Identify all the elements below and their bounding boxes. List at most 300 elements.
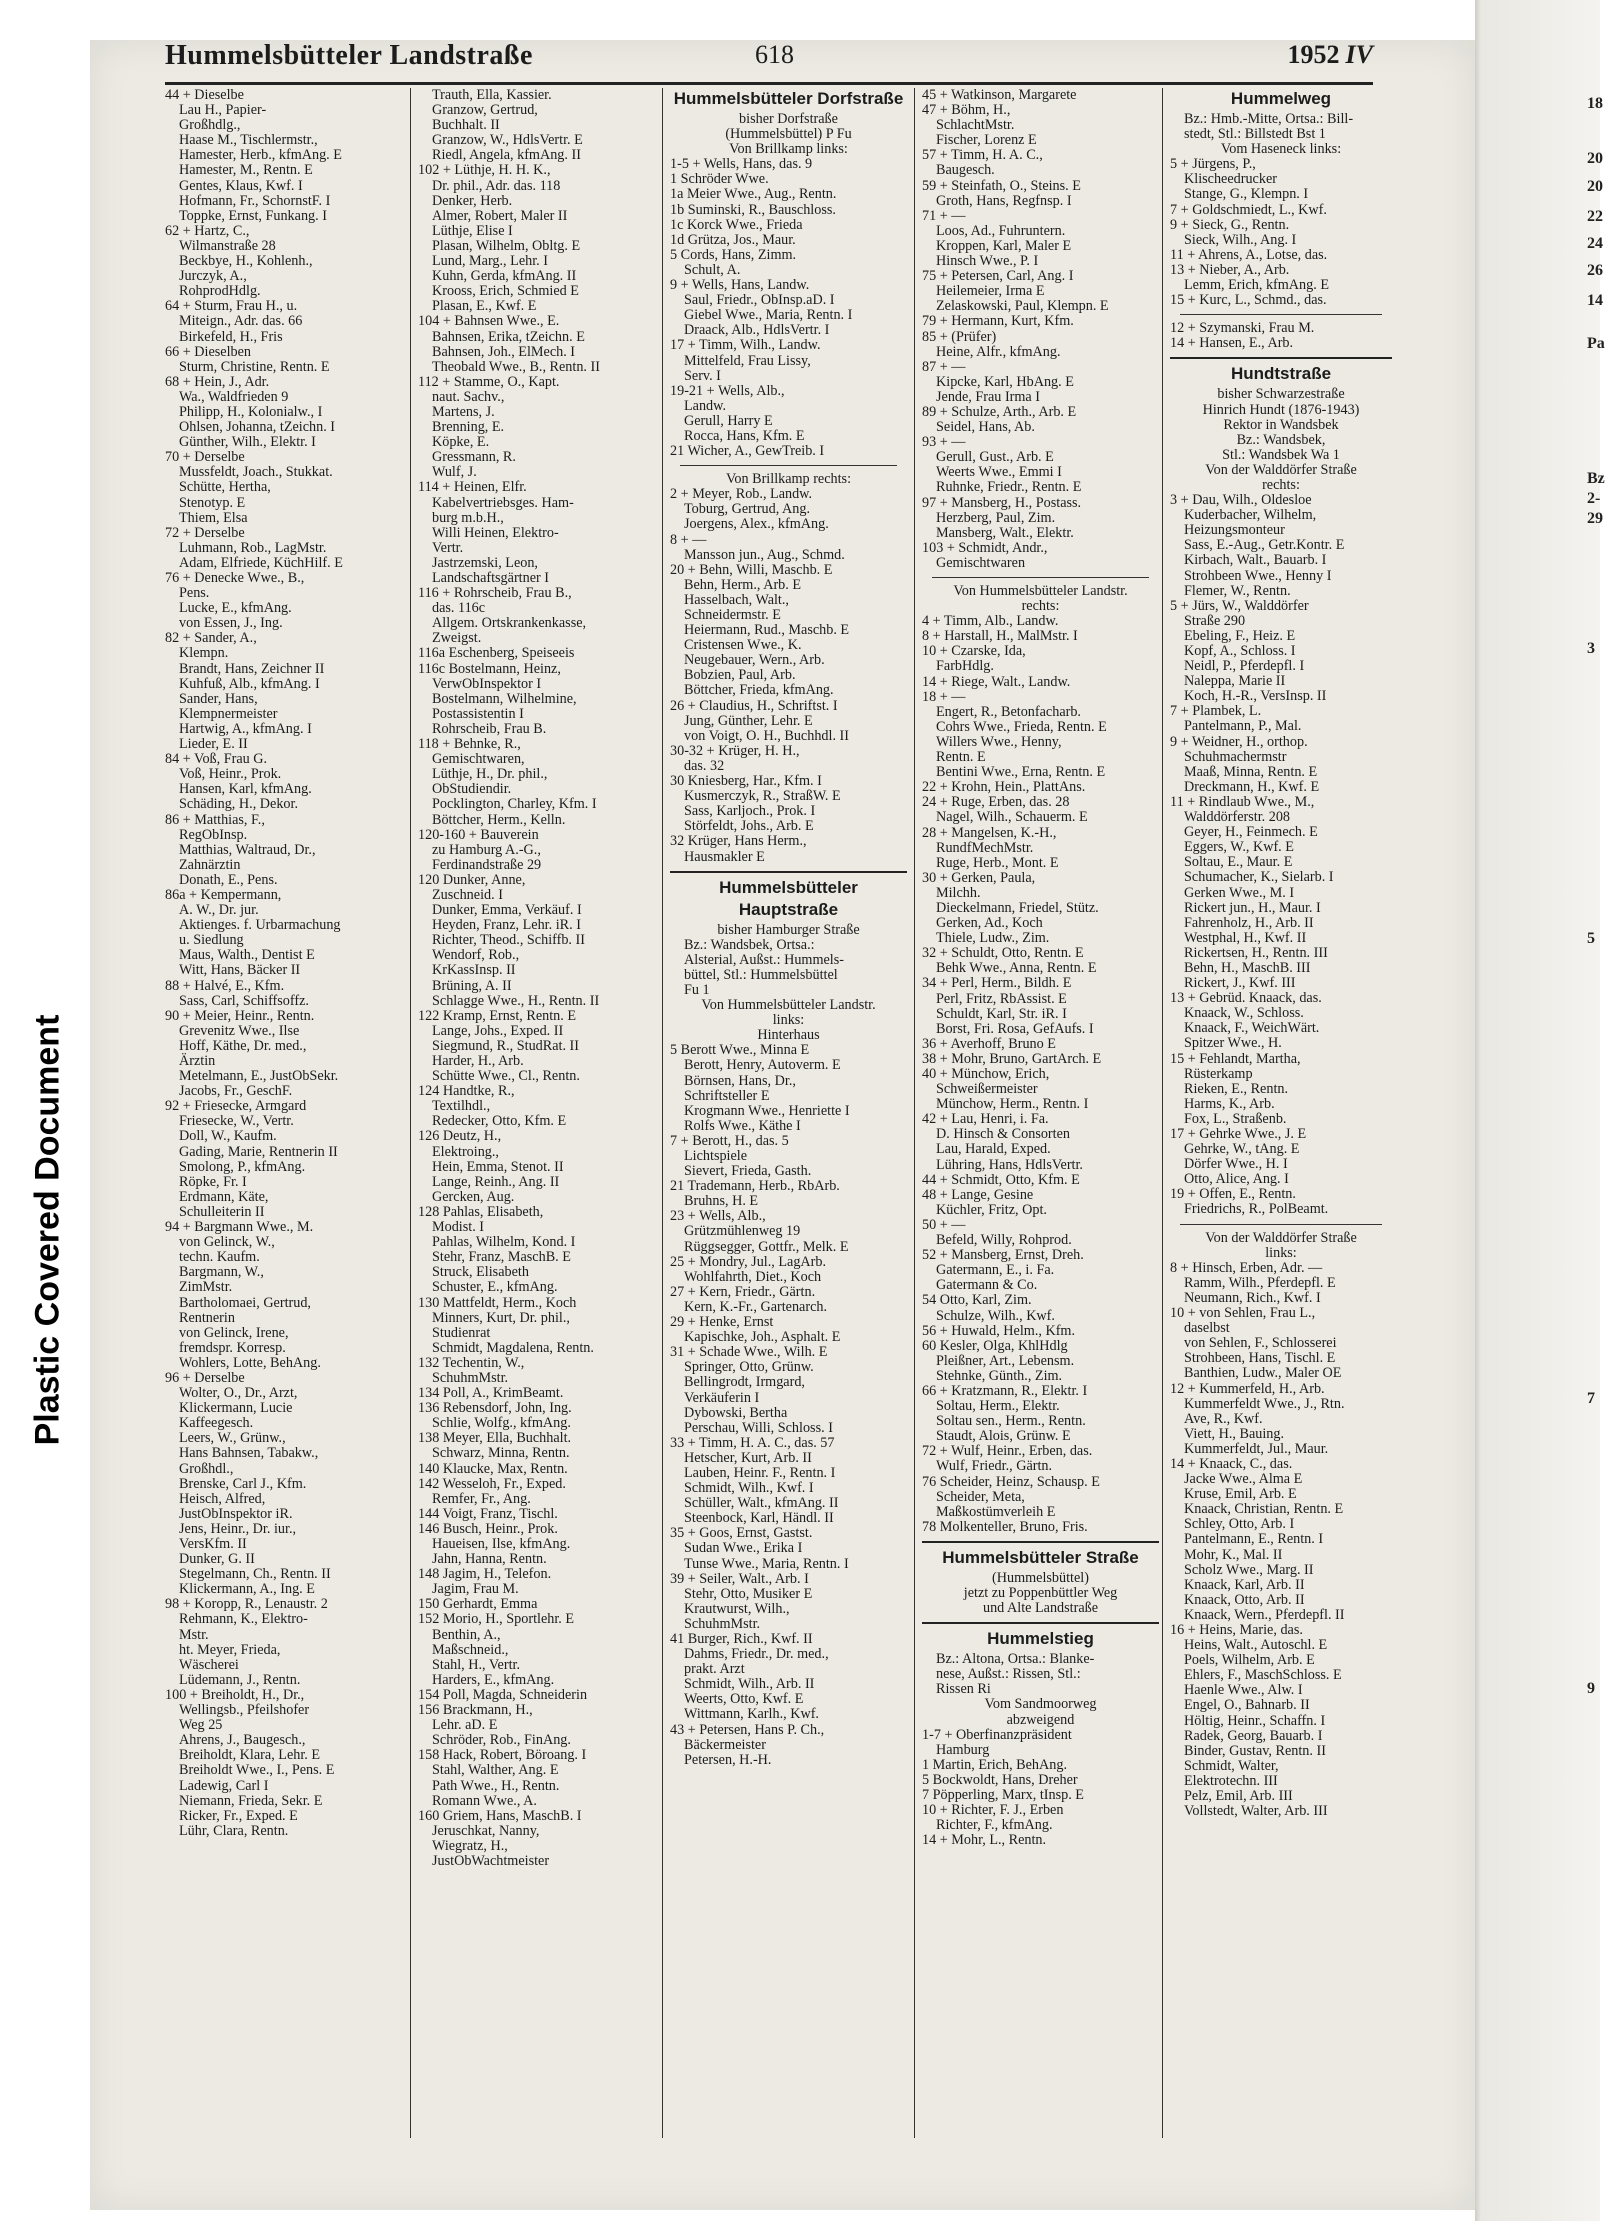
- resident-entry: daselbst: [1184, 1320, 1230, 1337]
- resident-entry: Ladewig, Carl I: [179, 1777, 269, 1794]
- house-entry: 2 + Meyer, Rob., Landw.: [670, 486, 813, 503]
- left-margin: [0, 0, 90, 2221]
- house-entry: 13 + Gebrüd. Knaack, das.: [1170, 990, 1322, 1007]
- resident-entry: Vollstedt, Walter, Arb. III: [1184, 1803, 1328, 1820]
- resident-entry: Romann Wwe., A.: [432, 1792, 537, 1809]
- resident-entry: Jacke Wwe., Alma E: [1184, 1471, 1303, 1488]
- column-divider: [410, 88, 411, 2138]
- resident-entry: Schweißermeister: [936, 1081, 1038, 1098]
- house-entry: 146 Busch, Heinr., Prok.: [418, 1520, 558, 1537]
- resident-entry: Donath, E., Pens.: [179, 871, 278, 888]
- resident-entry: Bahnsen, Erika, tZeichn. E: [432, 328, 585, 345]
- house-entry: 50 + —: [922, 1216, 966, 1233]
- resident-entry: Rüggsegger, Gottfr., Melk. E: [684, 1238, 849, 1255]
- house-entry: 16 + Heins, Marie, das.: [1170, 1622, 1303, 1638]
- street-heading: Hummelstieg: [922, 1622, 1159, 1650]
- house-entry: 47 + Böhm, H.,: [922, 102, 1011, 119]
- resident-entry: Voß, Heinr., Prok.: [179, 766, 282, 783]
- resident-entry: Thiele, Ludw., Zim.: [936, 930, 1050, 947]
- column-divider: [1162, 88, 1163, 2138]
- resident-entry: Behn, Herm., Arb. E: [684, 576, 802, 593]
- resident-entry: Gatermann & Co.: [936, 1277, 1038, 1294]
- resident-entry: Günther, Wilh., Elektr. I: [179, 434, 316, 451]
- house-entry: 32 + Schuldt, Otto, Rentn. E: [922, 945, 1084, 962]
- resident-entry: Großhdlg.,: [179, 117, 241, 134]
- resident-entry: Ruhnke, Friedr., Rentn. E: [936, 479, 1082, 496]
- resident-entry: Landschaftsgärtner I: [432, 570, 549, 586]
- resident-entry: A. W., Dr. jur.: [179, 902, 259, 919]
- resident-entry: Ricker, Fr., Exped. E: [179, 1807, 298, 1824]
- resident-entry: Berott, Henry, Autoverm. E: [684, 1057, 841, 1074]
- edge-fragment: 26: [1587, 262, 1603, 279]
- resident-entry: Geyer, H., Feinmech. E: [1184, 824, 1318, 841]
- house-entry: 1 Schröder Wwe.: [670, 171, 769, 188]
- street-note: bisher Hamburger Straße: [717, 921, 860, 938]
- resident-entry: Sass, Carl, Schiffsoffz.: [179, 992, 309, 1009]
- house-entry: 56 + Huwald, Helm., Kfm.: [922, 1322, 1076, 1339]
- resident-entry: Kruse, Emil, Arb. E: [1184, 1486, 1297, 1503]
- resident-entry: Martens, J.: [432, 403, 495, 420]
- resident-entry: Wulf, Friedr., Gärtn.: [936, 1458, 1053, 1475]
- resident-entry: SchlachtMstr.: [936, 117, 1015, 134]
- header-page-number: 618: [755, 40, 794, 69]
- resident-entry: Metelmann, E., JustObSekr.: [179, 1068, 339, 1085]
- house-entry: 103 + Schmidt, Andr.,: [922, 539, 1048, 556]
- resident-entry: Witt, Hans, Bäcker II: [179, 962, 301, 979]
- resident-entry: Elektrotechn. III: [1184, 1772, 1278, 1789]
- resident-entry: Strohbeen, Hans, Tischl. E: [1184, 1350, 1336, 1367]
- house-entry: 15 + Fehlandt, Martha,: [1170, 1050, 1301, 1067]
- resident-entry: Staudt, Alois, Grünw. E: [936, 1428, 1071, 1445]
- resident-entry: Birkefeld, H., Fris: [179, 328, 283, 345]
- resident-entry: JustObWachtmeister: [432, 1852, 550, 1869]
- resident-entry: Brandt, Hans, Zeichner II: [179, 660, 325, 677]
- resident-entry: Mohr, K., Mal. II: [1184, 1546, 1283, 1563]
- resident-entry: Textilhdl.,: [432, 1098, 491, 1115]
- resident-entry: Kroppen, Karl, Maler E: [936, 237, 1072, 254]
- house-entry: 48 + Lange, Gesine: [922, 1186, 1034, 1203]
- resident-entry: Pleißner, Art., Lebensm.: [936, 1352, 1075, 1369]
- resident-entry: Willi Heinen, Elektro-: [432, 524, 559, 541]
- resident-entry: Haenle Wwe., Alw. I: [1184, 1682, 1303, 1699]
- resident-entry: Röpke, Fr. I: [179, 1173, 247, 1190]
- house-entry: 39 + Seiler, Walt., Arb. I: [670, 1570, 809, 1587]
- resident-entry: Granzow, W., HdlsVertr. E: [432, 132, 583, 149]
- resident-entry: Zuschneid. I: [432, 886, 503, 903]
- resident-entry: Smolong, P., kfmAng.: [179, 1158, 306, 1175]
- resident-entry: Breiholdt Wwe., I., Pens. E: [179, 1762, 335, 1779]
- resident-entry: Ebeling, F., Heiz. E: [1184, 627, 1296, 644]
- resident-entry: von Gelinck, Irene,: [179, 1324, 289, 1341]
- street-note: und Alte Landstraße: [982, 1600, 1099, 1617]
- resident-entry: Gerken, Ad., Koch: [936, 915, 1043, 932]
- resident-entry: Lühr, Clara, Rentn.: [179, 1822, 289, 1839]
- house-entry: 10 + Czarske, Ida,: [922, 643, 1026, 660]
- resident-entry: Path Wwe., H., Rentn.: [432, 1777, 560, 1794]
- resident-entry: Wäscherei: [179, 1656, 239, 1673]
- house-entry: 11 + Rindlaub Wwe., M.,: [1170, 793, 1315, 810]
- resident-entry: Sievert, Frieda, Gasth.: [684, 1163, 812, 1180]
- resident-entry: Pantelmann, E., Rentn. I: [1184, 1531, 1324, 1548]
- resident-entry: SchuhmMstr.: [684, 1615, 761, 1632]
- resident-entry: Dahms, Friedr., Dr. med.,: [684, 1646, 829, 1663]
- resident-entry: Stange, G., Klempn. I: [1184, 186, 1309, 203]
- column-5: [1170, 88, 1392, 2168]
- resident-entry: Redecker, Otto, Kfm. E: [432, 1113, 567, 1130]
- resident-entry: Hansen, Karl, kfmAng.: [179, 781, 312, 798]
- resident-entry: Pocklington, Charley, Kfm. I: [432, 796, 597, 813]
- house-entry: 72 + Wulf, Heinr., Erben, das.: [922, 1443, 1093, 1460]
- house-entry: 44 + Schmidt, Otto, Kfm. E: [922, 1171, 1080, 1188]
- resident-entry: Richter, F., kfmAng.: [936, 1817, 1053, 1834]
- resident-entry: Maus, Walth., Dentist E: [179, 947, 315, 964]
- resident-entry: Gemischtwaren,: [432, 751, 525, 768]
- resident-entry: Gressmann, R.: [432, 449, 516, 466]
- resident-entry: Lühring, Hans, HdlsVertr.: [936, 1156, 1083, 1173]
- section-rule: [932, 577, 1149, 578]
- resident-entry: Münchow, Herm., Rentn. I: [936, 1096, 1089, 1113]
- resident-entry: Baugesch.: [936, 162, 995, 179]
- resident-entry: Bargmann, W.,: [179, 1264, 264, 1281]
- resident-entry: Ramm, Wilh., Pferdepfl. E: [1184, 1274, 1336, 1291]
- house-entry: 160 Griem, Hans, MaschB. I: [418, 1807, 582, 1824]
- resident-entry: Höltig, Heinr., Schaffn. I: [1184, 1712, 1326, 1729]
- resident-entry: Almer, Robert, Maler II: [432, 207, 568, 224]
- resident-entry: Weerts Wwe., Emmi I: [936, 464, 1062, 481]
- edge-fragment: 2-: [1587, 490, 1601, 507]
- house-entry: 17 + Timm, Wilh., Landw.: [670, 337, 821, 354]
- resident-entry: Schüller, Walt., kfmAng. II: [684, 1495, 839, 1512]
- resident-entry: Seidel, Hans, Ab.: [936, 419, 1035, 436]
- resident-entry: Maßschneid.,: [432, 1641, 509, 1658]
- house-entry: 66 + Dieselben: [165, 343, 252, 360]
- house-entry: 24 + Ruge, Erben, das. 28: [922, 794, 1070, 811]
- resident-entry: büttel, Stl.: Hummelsbüttel: [684, 966, 838, 983]
- resident-entry: Schneidermstr. E: [684, 607, 781, 623]
- resident-entry: Ferdinandstraße 29: [432, 856, 542, 873]
- resident-entry: Dreckmann, H., Kwf. E: [1184, 778, 1320, 795]
- resident-entry: Jens, Heinr., Dr. iur.,: [179, 1520, 297, 1537]
- resident-entry: Maaß, Minna, Rentn. E: [1184, 763, 1318, 780]
- house-entry: 120-160 + Bauverein: [418, 826, 539, 843]
- next-page-edge: [1475, 0, 1605, 2221]
- resident-entry: Stehnke, Günth., Zim.: [936, 1367, 1063, 1384]
- resident-entry: Remfer, Fr., Ang.: [432, 1490, 531, 1507]
- column-divider: [914, 88, 915, 2138]
- house-entry: 13 + Nieber, A., Arb.: [1170, 261, 1290, 278]
- header-street: Hummelsbütteler Landstraße: [165, 40, 533, 71]
- resident-entry: Siegmund, R., StudRat. II: [432, 1037, 580, 1054]
- resident-entry: Lichtspiele: [684, 1148, 748, 1164]
- resident-entry: FarbHdlg.: [936, 658, 994, 675]
- house-entry: 26 + Claudius, H., Schriftst. I: [670, 697, 838, 714]
- resident-entry: Plasan, Wilhelm, Obltg. E: [432, 237, 581, 254]
- house-entry: 27 + Kern, Friedr., Gärtn.: [670, 1283, 816, 1300]
- resident-entry: Grützmühlenweg 19: [684, 1223, 801, 1240]
- house-entry: 3 + Dau, Wilh., Oldesloe: [1170, 492, 1312, 509]
- resident-entry: Brenning, E.: [432, 419, 505, 436]
- resident-entry: RegObInsp.: [179, 826, 248, 843]
- resident-entry: zu Hamburg A.-G.,: [432, 841, 541, 858]
- resident-entry: Schley, Otto, Arb. I: [1184, 1516, 1295, 1533]
- resident-entry: Neugebauer, Wern., Arb.: [684, 652, 825, 669]
- resident-entry: Giebel Wwe., Maria, Rentn. I: [684, 307, 853, 324]
- resident-entry: Knaack, Wern., Pferdepfl. II: [1184, 1606, 1345, 1623]
- resident-entry: Sass, Karljoch., Prok. I: [684, 803, 816, 820]
- resident-entry: Toburg, Gertrud, Ang.: [684, 501, 811, 518]
- resident-entry: Harms, K., Arb.: [1184, 1095, 1275, 1112]
- resident-entry: Modist. I: [432, 1219, 485, 1236]
- resident-entry: Klempn.: [179, 645, 229, 662]
- resident-entry: Philipp, H., Kolonialw., I: [179, 403, 323, 420]
- resident-entry: Benthin, A.,: [432, 1626, 501, 1643]
- house-entry: 134 Poll, A., KrimBeamt.: [418, 1385, 564, 1402]
- house-entry: 7 + Goldschmiedt, L., Kwf.: [1170, 201, 1327, 218]
- resident-entry: Lüdemann, J., Rentn.: [179, 1671, 301, 1688]
- resident-entry: Eggers, W., Kwf. E: [1184, 839, 1294, 856]
- resident-entry: Schuldt, Karl, Str. iR. I: [936, 1005, 1067, 1022]
- column-1: [165, 88, 402, 2168]
- column-2: [418, 88, 655, 2168]
- resident-entry: Strohbeen Wwe., Henny I: [1184, 567, 1332, 584]
- house-entry: 30-32 + Krüger, H. H.,: [670, 742, 800, 759]
- resident-entry: Soltau, E., Maur. E: [1184, 854, 1293, 871]
- resident-entry: Lieder, E. II: [179, 736, 248, 753]
- resident-entry: von Essen, J., Ing.: [179, 615, 283, 632]
- resident-entry: Zelaskowski, Paul, Klempn. E: [936, 298, 1109, 315]
- resident-entry: Heiermann, Rud., Maschb. E: [684, 622, 850, 639]
- house-entry: 31 + Schade Wwe., Wilh. E: [670, 1344, 828, 1361]
- resident-entry: Behn, H., MaschB. III: [1184, 959, 1311, 976]
- house-entry: 41 Burger, Rich., Kwf. II: [670, 1631, 813, 1647]
- resident-entry: Schütte Wwe., Cl., Rentn.: [432, 1068, 580, 1085]
- resident-entry: Befeld, Willy, Rohprod.: [936, 1232, 1072, 1249]
- resident-entry: Dybowski, Bertha: [684, 1404, 788, 1421]
- resident-entry: Thiem, Elsa: [179, 509, 248, 526]
- resident-entry: Lucke, E., kfmAng.: [179, 600, 292, 617]
- resident-entry: Sieck, Wilh., Ang. I: [1184, 231, 1297, 248]
- edge-fragment: Bz: [1587, 470, 1605, 487]
- house-entry: 59 + Steinfath, O., Steins. E: [922, 177, 1081, 194]
- resident-entry: Lemm, Erich, kfmAng. E: [1184, 277, 1329, 294]
- resident-entry: Kaffeegesch.: [179, 1415, 254, 1432]
- resident-entry: prakt. Arzt: [684, 1661, 745, 1678]
- resident-entry: Theobald Wwe., B., Rentn. II: [432, 358, 600, 375]
- resident-entry: Jastrzemski, Leon,: [432, 554, 538, 571]
- house-entry: 100 + Breiholdt, H., Dr.,: [165, 1686, 305, 1703]
- resident-entry: Schütte, Hertha,: [179, 479, 271, 496]
- resident-entry: Schult, A.: [684, 261, 741, 278]
- house-entry: 79 + Hermann, Kurt, Kfm.: [922, 313, 1074, 330]
- resident-entry: Leers, W., Grünw.,: [179, 1430, 286, 1447]
- resident-entry: Stehr, Franz, MaschB. E: [432, 1249, 571, 1266]
- resident-entry: Straße 290: [1184, 612, 1246, 629]
- house-entry: 72 + Derselbe: [165, 524, 245, 541]
- house-entry: 23 + Wells, Alb.,: [670, 1208, 766, 1225]
- house-entry: 104 + Bahnsen Wwe., E.: [418, 313, 560, 330]
- resident-entry: Elektroing.,: [432, 1143, 499, 1160]
- resident-entry: Behk Wwe., Anna, Rentn. E: [936, 960, 1097, 977]
- resident-entry: Loos, Ad., Fuhruntern.: [936, 222, 1066, 239]
- resident-entry: Gerull, Harry E: [684, 412, 773, 429]
- resident-entry: Heyden, Franz, Lehr. iR. I: [432, 917, 581, 934]
- house-entry: 1b Suminski, R., Bauschloss.: [670, 201, 836, 218]
- street-heading: Hummelsbütteler Straße: [922, 1541, 1159, 1569]
- house-entry: 138 Meyer, Ella, Buchhalt.: [418, 1430, 572, 1447]
- resident-entry: Schröder, Rob., FinAng.: [432, 1732, 571, 1749]
- resident-entry: Gatermann, E., i. Fa.: [936, 1262, 1055, 1279]
- street-note: Von Hummelsbütteler Landstr.: [953, 583, 1128, 599]
- resident-entry: Kabelvertriebsges. Ham-: [432, 494, 574, 511]
- resident-entry: Rickert, J., Kwf. III: [1184, 975, 1296, 992]
- house-entry: 20 + Behn, Willi, Maschb. E: [670, 561, 833, 578]
- resident-entry: Großhdl.,: [179, 1460, 234, 1477]
- house-entry: 7 Pöpperling, Marx, tInsp. E: [922, 1787, 1084, 1804]
- resident-entry: Alsterial, Außst.: Hummels-: [684, 951, 844, 968]
- resident-entry: Mansberg, Walt., Elektr.: [936, 524, 1074, 541]
- house-entry: 85 + (Prüfer): [922, 328, 997, 345]
- house-entry: 132 Techentin, W.,: [418, 1354, 525, 1371]
- house-entry: 21 Trademann, Herb., RbArb.: [670, 1178, 840, 1195]
- street-note: rechts:: [1021, 598, 1060, 615]
- resident-entry: VerwObInspektor I: [432, 675, 542, 692]
- resident-entry: Schmidt, Magdalena, Rentn.: [432, 1339, 594, 1356]
- house-entry: 60 Kesler, Olga, KhlHdlg: [922, 1337, 1068, 1354]
- resident-entry: Hartwig, A., kfmAng. I: [179, 720, 312, 737]
- street-heading: Hundtstraße: [1170, 357, 1392, 385]
- resident-entry: Fahrenholz, H., Arb. II: [1184, 914, 1314, 931]
- street-note: Von Brillkamp rechts:: [725, 471, 852, 488]
- resident-entry: Heilemeier, Irma E: [936, 283, 1045, 300]
- street-note: Von der Walddörfer Straße: [1205, 461, 1357, 478]
- section-rule: [1180, 314, 1382, 315]
- resident-entry: Kummerfeldt Wwe., J., Rtn.: [1184, 1395, 1345, 1412]
- resident-entry: Schmidt, Walter,: [1184, 1757, 1279, 1774]
- resident-entry: Kirbach, Walt., Bauarb. I: [1184, 552, 1327, 569]
- resident-entry: Hausmakler E: [684, 848, 765, 865]
- resident-entry: Hans Bahnsen, Tabakw.,: [179, 1445, 319, 1462]
- house-entry: 126 Deutz, H.,: [418, 1128, 502, 1145]
- house-entry: 5 + Jürgens, P.,: [1170, 156, 1256, 173]
- resident-entry: Hetscher, Kurt, Arb. II: [684, 1449, 812, 1466]
- house-entry: 82 + Sander, A.,: [165, 630, 257, 647]
- resident-entry: Aktienges. f. Urbarmachung: [179, 917, 341, 934]
- resident-entry: Tunse Wwe., Maria, Rentn. I: [684, 1555, 849, 1572]
- house-entry: 148 Jagim, H., Telefon.: [418, 1566, 552, 1583]
- house-entry: 17 + Gehrke Wwe., J. E: [1170, 1126, 1307, 1142]
- house-entry: 15 + Kurc, L., Schmd., das.: [1170, 292, 1327, 309]
- resident-entry: Bellingrodt, Irmgard,: [684, 1374, 805, 1391]
- resident-entry: Heine, Alfr., kfmAng.: [936, 343, 1061, 360]
- resident-entry: Böttcher, Frieda, kfmAng.: [684, 682, 834, 699]
- house-entry: 66 + Kratzmann, R., Elektr. I: [922, 1382, 1088, 1399]
- house-entry: 18 + —: [922, 688, 966, 705]
- resident-entry: Perschau, Willi, Schloss. I: [684, 1419, 833, 1436]
- house-entry: 12 + Kummerfeld, H., Arb.: [1170, 1380, 1325, 1397]
- resident-entry: Lange, Reinh., Ang. II: [432, 1173, 560, 1190]
- resident-entry: RohprodHdlg.: [179, 283, 261, 300]
- resident-entry: JustObInspektor iR.: [179, 1505, 293, 1522]
- house-entry: 76 + Denecke Wwe., B.,: [165, 570, 305, 586]
- edge-fragment: 22: [1587, 208, 1603, 225]
- resident-entry: Wiegratz, H.,: [432, 1837, 508, 1854]
- resident-entry: Breiholdt, Klara, Lehr. E: [179, 1747, 321, 1764]
- resident-entry: Hamester, Herb., kfmAng. E: [179, 147, 342, 164]
- house-entry: 19-21 + Wells, Alb.,: [670, 382, 785, 399]
- resident-entry: Jacobs, Fr., GeschF.: [179, 1083, 293, 1100]
- resident-entry: Bäckermeister: [684, 1736, 766, 1753]
- resident-entry: SchuhmMstr.: [432, 1369, 509, 1386]
- section-rule: [1180, 1224, 1382, 1225]
- resident-entry: Ehlers, F., MaschSchloss. E: [1184, 1667, 1342, 1684]
- resident-entry: Pahlas, Wilhelm, Kond. I: [432, 1234, 576, 1251]
- resident-entry: Scholz Wwe., Marg. II: [1184, 1561, 1314, 1578]
- resident-entry: Petersen, H.-H.: [684, 1751, 772, 1768]
- house-entry: 94 + Bargmann Wwe., M.: [165, 1219, 314, 1236]
- resident-entry: Kipcke, Karl, HbAng. E: [936, 373, 1074, 390]
- house-entry: 1-7 + Oberfinanzpräsident: [922, 1726, 1072, 1743]
- house-entry: 156 Brackmann, H.,: [418, 1702, 533, 1719]
- edge-fragment: 24: [1587, 235, 1603, 252]
- resident-entry: Allgem. Ortskrankenkasse,: [432, 615, 587, 632]
- resident-entry: Schumacher, K., Sielarb. I: [1184, 869, 1334, 886]
- resident-entry: Lau H., Papier-: [179, 102, 267, 119]
- street-note: Vom Sandmoorweg: [984, 1696, 1097, 1713]
- house-entry: 9 + Weidner, H., orthop.: [1170, 733, 1308, 750]
- house-entry: 54 Otto, Karl, Zim.: [922, 1292, 1032, 1309]
- house-entry: 116 + Rohrscheib, Frau B.,: [418, 585, 572, 602]
- resident-entry: Neidl, P., Pferdepfl. I: [1184, 658, 1305, 675]
- house-entry: 140 Klaucke, Max, Rentn.: [418, 1460, 568, 1477]
- house-entry: 1 Martin, Erich, BehAng.: [922, 1756, 1067, 1773]
- resident-entry: Gemischtwaren: [936, 554, 1026, 571]
- resident-entry: Schulleiterin II: [179, 1203, 265, 1220]
- resident-entry: Sudan Wwe., Erika I: [684, 1540, 803, 1557]
- resident-entry: Zweigst.: [432, 630, 482, 647]
- edge-fragment: 7: [1587, 1390, 1595, 1407]
- resident-entry: Bostelmann, Wilhelmine,: [432, 690, 577, 707]
- street-note: Von Brillkamp links:: [729, 141, 848, 158]
- resident-entry: Luhmann, Rob., LagMstr.: [179, 539, 327, 556]
- resident-entry: Cohrs Wwe., Frieda, Rentn. E: [936, 718, 1107, 735]
- resident-entry: Otto, Alice, Ang. I: [1184, 1171, 1289, 1188]
- resident-entry: Friedrichs, R., PolBeamt.: [1184, 1201, 1329, 1218]
- page-header: [165, 34, 1373, 85]
- house-entry: 30 + Gerken, Paula,: [922, 869, 1036, 886]
- resident-entry: Schriftsteller E: [684, 1087, 770, 1104]
- resident-entry: Richter, Theod., Schiffb. II: [432, 932, 585, 949]
- house-entry: 118 + Behnke, R.,: [418, 736, 521, 753]
- street-note: jetzt zu Poppenbüttler Weg: [963, 1585, 1118, 1601]
- resident-entry: Lau, Harald, Exped.: [936, 1141, 1051, 1158]
- resident-entry: Toppke, Ernst, Funkang. I: [179, 207, 327, 224]
- house-entry: 33 + Timm, H. A. C., das. 57: [670, 1434, 835, 1451]
- resident-entry: Lehr. aD. E: [432, 1717, 498, 1734]
- resident-entry: Plasan, E., Kwf. E: [432, 298, 537, 315]
- edge-fragment: 29: [1587, 510, 1603, 527]
- resident-entry: Erdmann, Käte,: [179, 1188, 269, 1205]
- street-note: abzweigend: [1006, 1711, 1075, 1728]
- house-entry: 76 Scheider, Heinz, Schausp. E: [922, 1473, 1100, 1490]
- house-entry: 92 + Friesecke, Armgard: [165, 1098, 307, 1115]
- resident-entry: Wilmanstraße 28: [179, 237, 276, 254]
- house-entry: 5 Berott Wwe., Minna E: [670, 1042, 810, 1059]
- resident-entry: Saul, Friedr., ObInsp.aD. I: [684, 292, 835, 309]
- house-entry: 116c Bostelmann, Heinz,: [418, 660, 561, 677]
- resident-entry: Postassistentin I: [432, 705, 524, 722]
- resident-entry: Kusmerczyk, R., StraßW. E: [684, 788, 841, 805]
- resident-entry: Börnsen, Hans, Dr.,: [684, 1072, 796, 1089]
